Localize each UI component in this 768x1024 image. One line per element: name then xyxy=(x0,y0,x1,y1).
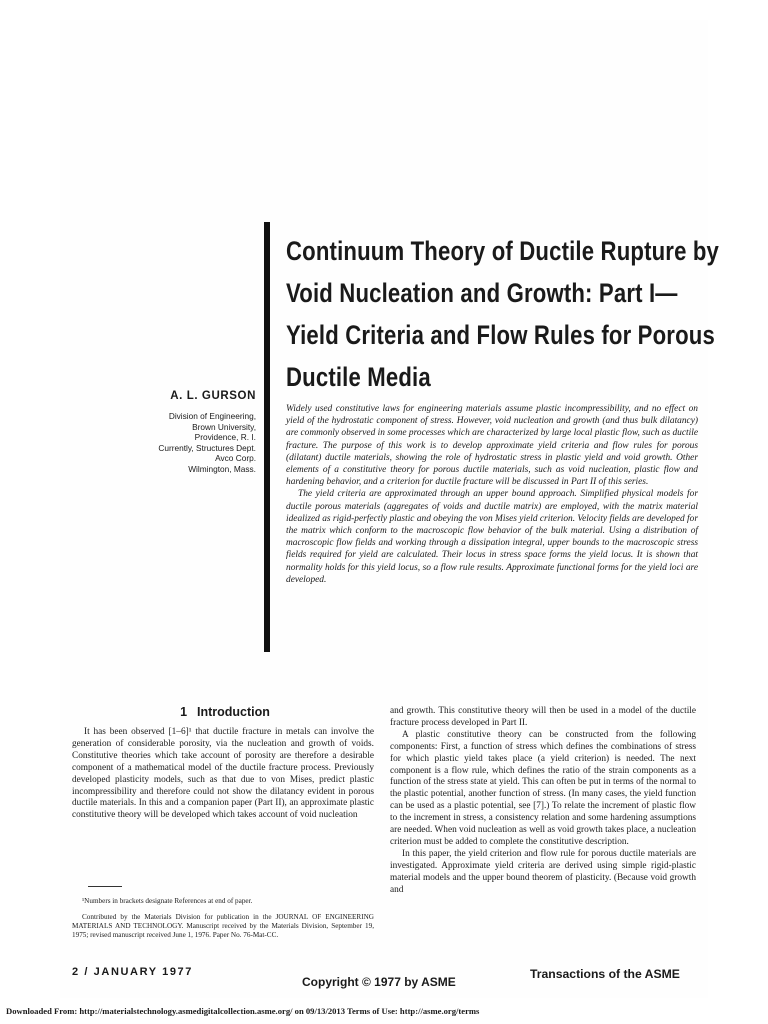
download-notice: Downloaded From: http://materialstechnology.asmedigitalcollection.asme.org/ on 09/13/2013 Terms of Use: http://asme.org/terms xyxy=(6,1006,480,1016)
page-folio: 2 / JANUARY 1977 xyxy=(72,966,193,978)
abstract-paragraph: The yield criteria are approximated through an upper bound approach. Simplified physical models for ductile porous materials (aggregates of voids and ductile matrix) are employed, with the matrix material idealized as rigid-perfectly plastic and obeying the von Mises yield criterion. Velocity fields are developed for the matrix which conform to the macroscopic flow behavior of the bulk material. Using a distribution of macroscopic flow fields and working through a dissipation integral, upper bounds to the macroscopic stress fields required for yield are calculated. Their locus in stress space forms the yield locus. It is shown that normality holds for this yield locus, so a flow rule results. Approximate functional forms for the yield loci are developed. xyxy=(286,489,698,585)
author-name: A. L. GURSON xyxy=(170,390,256,402)
title-line: Void Nucleation and Growth: Part I— xyxy=(286,278,678,308)
affiliation-line: Wilmington, Mass. xyxy=(188,463,256,474)
copyright: Copyright © 1977 by ASME xyxy=(302,975,456,989)
title-line: Continuum Theory of Ductile Rupture by xyxy=(286,236,720,266)
title-line: Ductile Media xyxy=(286,362,431,392)
author-block xyxy=(158,390,256,475)
footnote: ¹Numbers in brackets designate References at end of paper. xyxy=(82,897,253,905)
title-line: Yield Criteria and Flow Rules for Porous xyxy=(286,320,715,350)
affiliation-line: Avco Corp. xyxy=(215,453,256,464)
footnote: Contributed by the Materials Division for publication in the JOURNAL OF ENGINEERING MATERIALS AND TECHNOLOGY. Manuscript received by the Materials Division, September 19, 1975; revised manuscript received June 1, 1976. Paper No. 76-Mat-CC. xyxy=(72,913,374,939)
footnote-rule xyxy=(88,886,122,887)
affiliation-line: Providence, R. I. xyxy=(194,432,256,443)
paper-title xyxy=(286,230,720,398)
left-column xyxy=(72,727,374,822)
affiliation-line: Currently, Structures Dept. xyxy=(158,442,256,453)
affiliation-line: Division of Engineering, xyxy=(168,411,256,421)
title-rule xyxy=(264,222,270,652)
affiliation-line: Brown University, xyxy=(192,421,256,432)
body-paragraph: In this paper, the yield criterion and flow rule for porous ductile materials are investigated. Approximate yield criteria are derived using simple rigid-plastic material models and the upper bound theorem of plasticity. (Because void growth and xyxy=(390,848,696,895)
abstract xyxy=(286,403,698,586)
section-number: 1 xyxy=(180,705,188,719)
right-column xyxy=(390,706,696,897)
body-paragraph: It has been observed [1–6]¹ that ductile fracture in metals can involve the generation of considerable porosity, via the nucleation and growth of voids. Constitutive theories which take account of porosity are therefore a desirable component of a mathematical model of the ductile fracture process. Previously developed plasticity models, such as that due to von Mises, predict plastic incompressibility and therefore could not show the dilatancy evident in porous ductile materials. In this and a companion paper (Part II), an approximate plastic constitutive theory will be developed which takes account of void nucleation xyxy=(72,727,374,821)
section-heading xyxy=(80,705,370,719)
body-paragraph: and growth. This constitutive theory will then be used in a model of the ductile fracture process developed in Part II. xyxy=(390,706,696,728)
journal-name: Transactions of the ASME xyxy=(530,967,680,981)
body-paragraph: A plastic constitutive theory can be constructed from the following components: First, a function of stress which defines the combinations of stress for which plastic yield takes place (a yield criterion) is needed. The next component is a flow rule, which defines the ratio of the strain components as a function of the stress state at yield. This can often be put in terms of the normal to the plastic potential, another function of stress. (In many cases, the yield function can be used as a plastic potential, see [7].) To relate the increment of plastic flow to the increment in stress, a consistency relation and some hardening assumptions are needed. When void nucleation as well as void growth takes place, a nucleation criterion must be added to complete the constitutive description. xyxy=(390,729,696,847)
section-title: Introduction xyxy=(197,705,270,719)
abstract-paragraph: Widely used constitutive laws for engineering materials assume plastic incompressibility, and no effect on yield of the hydrostatic component of stress. However, void nucleation and growth (and thus bulk dilatancy) are commonly observed in some processes which are characterized by large local plastic flow, such as ductile fracture. The purpose of this work is to develop approximate yield criteria and flow rules for porous (dilatant) ductile materials, showing the role of hydrostatic stress in plastic yield and void growth. Other elements of a constitutive theory for porous ductile materials, such as void nucleation, plastic flow and hardening behavior, and a criterion for ductile fracture will be discussed in Part II of this series. xyxy=(286,404,698,488)
